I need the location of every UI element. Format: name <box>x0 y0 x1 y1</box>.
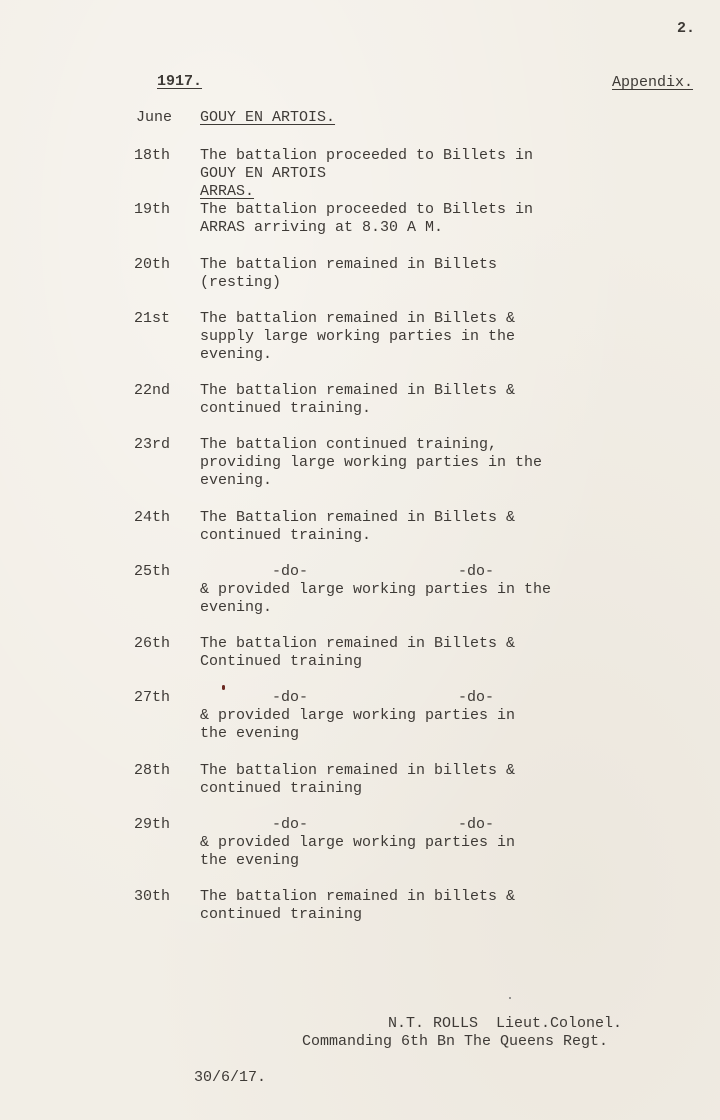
ditto-mark: -do- <box>458 689 495 706</box>
document-date: 30/6/17. <box>194 1069 267 1086</box>
entry-line: & provided large working parties in <box>200 707 516 724</box>
page-number: 2. <box>677 20 696 37</box>
entry-day: 25th <box>134 563 171 580</box>
ink-dot <box>509 997 511 999</box>
entry-day: 18th <box>134 147 171 164</box>
ditto-mark: -do- <box>458 816 495 833</box>
entry-line: GOUY EN ARTOIS <box>200 165 327 182</box>
entry-line: continued training <box>200 780 363 797</box>
entry-line: evening. <box>200 599 273 616</box>
entry-line: ARRAS. <box>200 183 255 200</box>
entry-line: continued training. <box>200 527 372 544</box>
entry-line: The battalion remained in Billets & <box>200 310 516 327</box>
entry-day: 21st <box>134 310 171 327</box>
entry-day: 19th <box>134 201 171 218</box>
entry-day: 24th <box>134 509 171 526</box>
entry-day: 30th <box>134 888 171 905</box>
entry-line: the evening <box>200 725 300 742</box>
location-heading: GOUY EN ARTOIS. <box>200 109 336 126</box>
entry-line: The Battalion remained in Billets & <box>200 509 516 526</box>
entry-line: evening. <box>200 472 273 489</box>
entry-line: & provided large working parties in <box>200 834 516 851</box>
entry-line: continued training <box>200 906 363 923</box>
entry-line: (resting) <box>200 274 282 291</box>
entry-line: The battalion continued training, <box>200 436 498 453</box>
entry-line: The battalion remained in billets & <box>200 888 516 905</box>
entry-day: 23rd <box>134 436 171 453</box>
entry-line: ARRAS arriving at 8.30 A M. <box>200 219 444 236</box>
entry-line: providing large working parties in the <box>200 454 543 471</box>
ditto-mark: -do- <box>272 816 309 833</box>
entry-line: the evening <box>200 852 300 869</box>
ditto-mark: -do- <box>272 563 309 580</box>
month-label: June <box>136 109 173 126</box>
entry-line: & provided large working parties in the <box>200 581 552 598</box>
entry-line: The battalion proceeded to Billets in <box>200 147 534 164</box>
entry-line: The battalion remained in Billets & <box>200 635 516 652</box>
entry-day: 20th <box>134 256 171 273</box>
entry-line: supply large working parties in the <box>200 328 516 345</box>
ditto-mark: -do- <box>272 689 309 706</box>
entry-day: 26th <box>134 635 171 652</box>
entry-line: The battalion remained in billets & <box>200 762 516 779</box>
entry-line: continued training. <box>200 400 372 417</box>
entry-day: 27th <box>134 689 171 706</box>
entry-line: Continued training <box>200 653 363 670</box>
signature-name: N.T. ROLLS Lieut.Colonel. <box>388 1015 623 1032</box>
ditto-mark: -do- <box>458 563 495 580</box>
ink-mark <box>222 685 225 690</box>
entry-line: The battalion proceeded to Billets in <box>200 201 534 218</box>
entry-day: 22nd <box>134 382 171 399</box>
appendix-heading: Appendix. <box>612 74 694 91</box>
signature-command: Commanding 6th Bn The Queens Regt. <box>302 1033 609 1050</box>
year-heading: 1917. <box>157 73 203 90</box>
entry-line: evening. <box>200 346 273 363</box>
entry-line: The battalion remained in Billets <box>200 256 498 273</box>
entry-day: 29th <box>134 816 171 833</box>
entry-line: The battalion remained in Billets & <box>200 382 516 399</box>
entry-day: 28th <box>134 762 171 779</box>
